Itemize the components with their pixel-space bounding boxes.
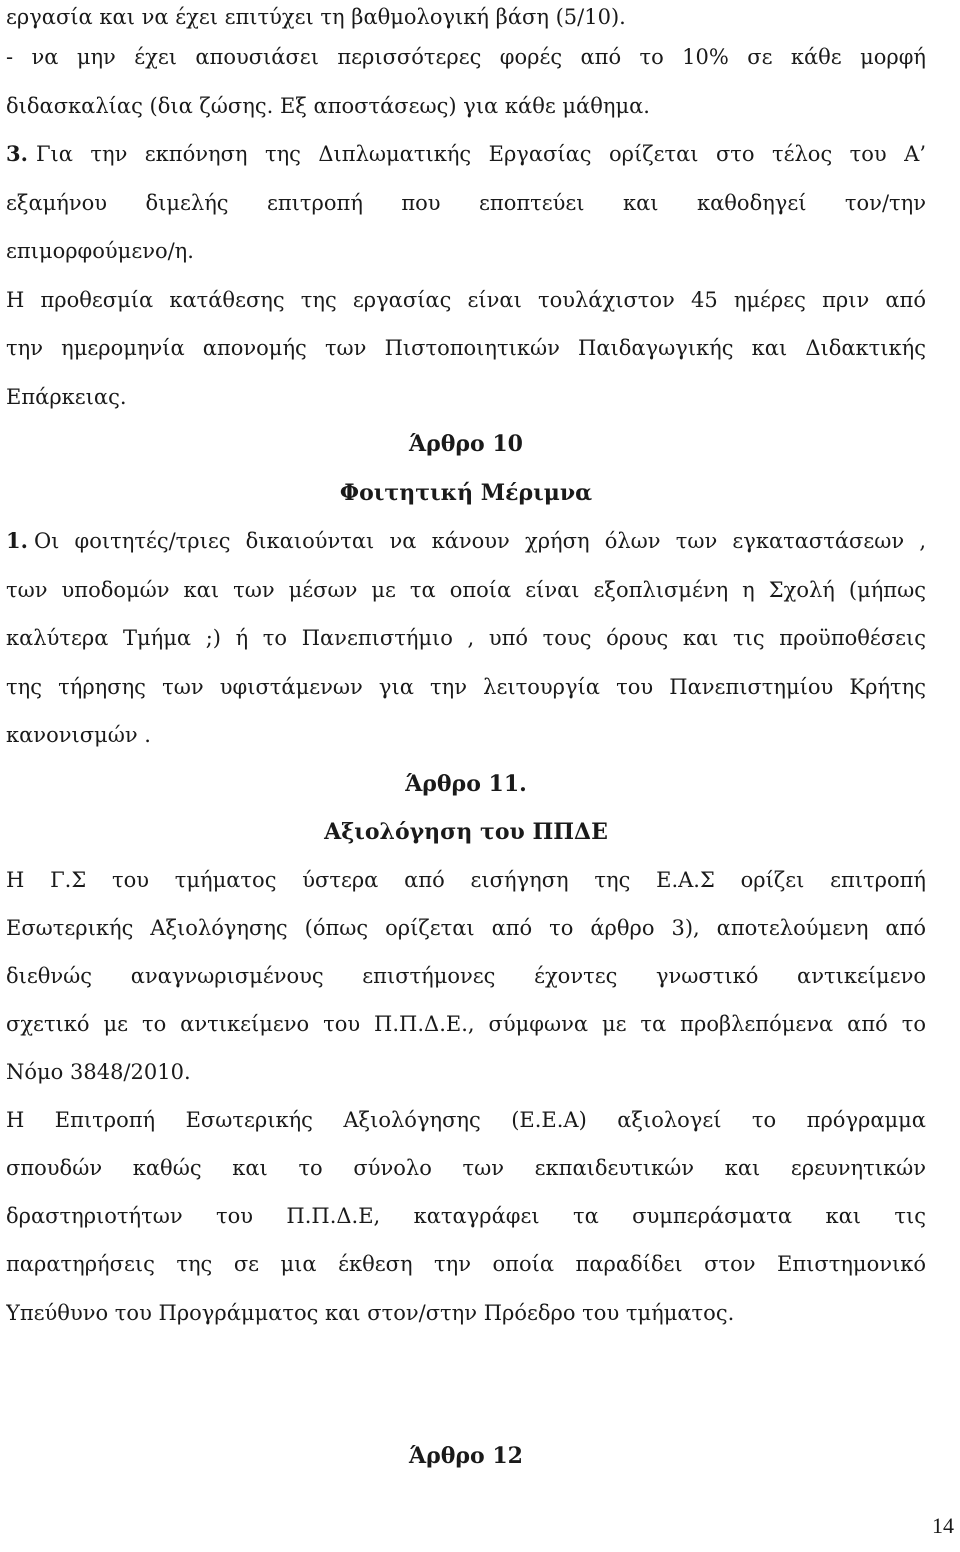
article-subtitle: Αξιολόγηση του ΠΠΔΕ xyxy=(324,819,608,845)
text-line: Επάρκειας. xyxy=(6,385,127,409)
text-line: - να μην έχει απουσιάσει περισσότερες φορές από το 10% σε κάθε μορφή xyxy=(6,45,926,69)
text-line: Οι φοιτητές/τριες δικαιούνται να κάνουν χρήση όλων των εγκαταστάσεων , xyxy=(33,529,926,553)
text-line: Η Επιτροπή Εσωτερικής Αξιολόγησης (Ε.Ε.Α) αξιολογεί το πρόγραμμα xyxy=(6,1108,926,1132)
text-line: της τήρησης των υφιστάμενων για την λειτουργία του Πανεπιστημίου Κρήτης xyxy=(6,675,926,699)
text-line: σχετικό με το αντικείμενο του Π.Π.Δ.Ε., σύμφωνα με τα προβλεπόμενα από το xyxy=(6,1012,926,1036)
article-title: Άρθρο 12 xyxy=(409,1443,523,1469)
text-line: διεθνώς αναγνωρισμένους επιστήμονες έχοντες γνωστικό αντικείμενο xyxy=(6,964,926,988)
article-title: Άρθρο 11. xyxy=(405,771,527,797)
text-line: διδασκαλίας (δια ζώσης. Εξ αποστάσεως) για κάθε μάθημα. xyxy=(6,94,650,118)
article-subtitle: Φοιτητική Μέριμνα xyxy=(339,480,593,506)
text-line: σπουδών καθώς και το σύνολο των εκπαιδευτικών και ερευνητικών xyxy=(6,1156,926,1180)
text-line: παρατηρήσεις της σε μια έκθεση την οποία παραδίδει στον Επιστημονικό xyxy=(6,1252,926,1276)
text-line: των υποδομών και των μέσων με τα οποία είναι εξοπλισμένη η Σχολή (μήπως xyxy=(6,578,926,602)
numbered-line xyxy=(6,526,926,556)
text-line: Νόμο 3848/2010. xyxy=(6,1060,191,1084)
page-number: 14 xyxy=(932,1513,954,1538)
text-line: Η προθεσμία κατάθεσης της εργασίας είναι τουλάχιστον 45 ημέρες πριν από xyxy=(6,288,926,312)
numbered-line xyxy=(6,139,926,169)
text-line: εξαμήνου διμελής επιτροπή που εποπτεύει και καθοδηγεί τον/την xyxy=(6,191,926,215)
text-line: Για την εκπόνηση της Διπλωματικής Εργασίας ορίζεται στο τέλος του Α’ xyxy=(35,142,926,166)
text-line: Υπεύθυνο του Προγράμματος και στον/στην Πρόεδρο του τμήματος. xyxy=(6,1301,735,1325)
list-number: 3. xyxy=(6,141,28,166)
text-line: κανονισμών . xyxy=(6,723,151,747)
text-line: επιμορφούμενο/η. xyxy=(6,239,194,263)
text-line: την ημερομηνία απονομής των Πιστοποιητικών Παιδαγωγικής και Διδακτικής xyxy=(6,336,926,360)
text-line: Η Γ.Σ του τμήματος ύστερα από εισήγηση της Ε.Α.Σ ορίζει επιτροπή xyxy=(6,868,926,892)
list-number: 1. xyxy=(6,528,28,553)
article-title: Άρθρο 10 xyxy=(409,431,523,457)
text-line: εργασία και να έχει επιτύχει τη βαθμολογική βάση (5/10). xyxy=(6,5,626,29)
text-line: δραστηριοτήτων του Π.Π.Δ.Ε, καταγράφει τα συμπεράσματα και τις xyxy=(6,1204,926,1228)
text-line: καλύτερα Τμήμα ;) ή το Πανεπιστήμιο , υπό τους όρους και τις προϋποθέσεις xyxy=(6,626,926,650)
text-line: Εσωτερικής Αξιολόγησης (όπως ορίζεται από το άρθρο 3), αποτελούμενη από xyxy=(6,916,926,940)
